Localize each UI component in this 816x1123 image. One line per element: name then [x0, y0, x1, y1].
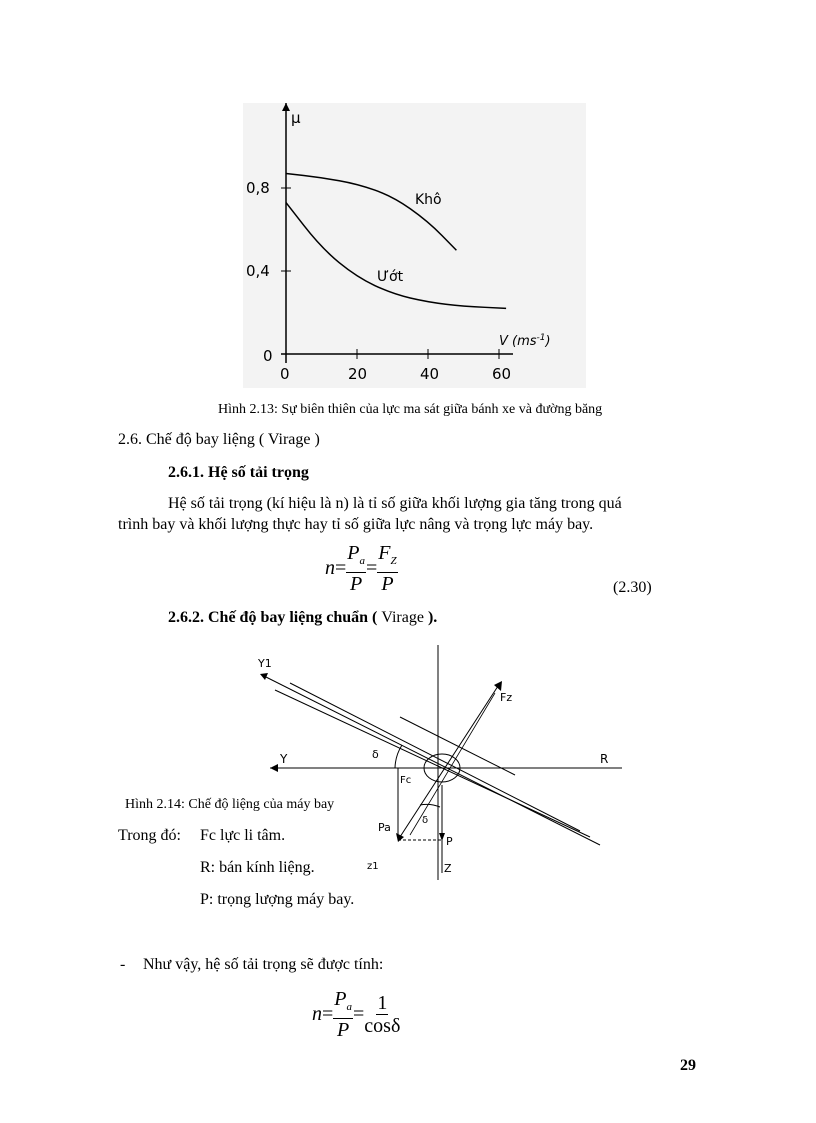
legend-intro: Trong đó:	[118, 827, 181, 844]
formula-2-30	[325, 542, 398, 595]
x-tick-label-60: 60	[492, 365, 512, 383]
label-p: P	[446, 835, 453, 848]
formula-load-factor: n = $\frac{P_a}{P}$ = $\frac{1}{\cos\delta}$	[312, 988, 401, 1041]
paragraph-line-2: trình bay và khối lượng thực hay tỉ số giữa lực nâng và trọng lực máy bay.	[118, 516, 594, 533]
section-2-6-2-heading: 2.6.2. Chế độ bay liệng chuẩn ( Virage ).	[168, 609, 438, 626]
series-line-uot	[286, 203, 506, 309]
legend-fc: Fc lực li tâm.	[200, 827, 286, 844]
fraction-fz-over-p: $\frac{F_Z}{P}$	[378, 542, 397, 595]
y-tick-label-08: 0,8	[246, 179, 270, 197]
label-r: R	[600, 752, 609, 766]
fraction-pa-over-p-final: $\frac{P_a}{P}$	[334, 988, 352, 1041]
series-line-kho	[286, 173, 456, 250]
bullet-text: Như vậy, hệ số tải trọng sẽ được tính:	[143, 956, 384, 973]
x-tick-label-40: 40	[420, 365, 440, 383]
label-y1: Y1	[258, 657, 272, 670]
delta-arc-2	[420, 804, 440, 807]
formula-lhs: n	[325, 557, 335, 579]
wing-line-1	[262, 675, 600, 845]
x-tick-label-20: 20	[348, 365, 368, 383]
lift-axis	[398, 683, 500, 840]
label-delta-1: δ	[372, 748, 379, 761]
fraction-pa-over-p: $\frac{P_a}{P}$	[347, 542, 365, 595]
section-2-6-heading: 2.6. Chế độ bay liệng ( Virage )	[118, 431, 320, 448]
bullet-dash: -	[120, 956, 126, 973]
series-label-kho: Khô	[415, 192, 442, 208]
figure-2-13-caption: Hình 2.13: Sự biên thiên của lực ma sát giữa bánh xe và đường băng	[218, 402, 603, 417]
figure-2-14-caption: Hình 2.14: Chế độ liệng của máy bay	[125, 797, 335, 812]
legend-r: R: bán kính liệng.	[200, 859, 315, 876]
legend-p: P: trọng lượng máy bay.	[200, 891, 355, 908]
label-y: Y	[280, 752, 288, 766]
label-fz: Fz	[500, 691, 513, 704]
formula-number: (2.30)	[613, 579, 652, 596]
section-2-6-1-heading: 2.6.1. Hệ số tải trọng	[168, 464, 309, 481]
friction-chart	[243, 103, 586, 388]
label-z1: z1	[367, 861, 379, 872]
formula-equals: =	[335, 557, 347, 579]
y-tick-label-04: 0,4	[246, 262, 270, 280]
banking-diagram	[250, 645, 630, 880]
fraction-1-over-cos: $\frac{1}{\cos\delta}$	[364, 992, 401, 1037]
y-tick-label-0: 0	[263, 347, 273, 365]
label-pa: Pa	[378, 821, 391, 834]
paragraph-line-1: Hệ số tải trọng (kí hiệu là n) là tỉ số giữa khối lượng gia tăng trong quá	[168, 495, 622, 512]
label-delta-2: δ	[422, 815, 429, 826]
x-tick-label-0: 0	[280, 365, 290, 383]
label-z: Z	[444, 862, 452, 875]
y-axis-arrow	[282, 103, 290, 111]
label-fc: Fc	[400, 775, 412, 786]
y-axis-label: μ	[291, 109, 301, 127]
series-label-uot: Ướt	[377, 269, 404, 285]
x-axis-label: V $(ms^{-1})$	[499, 333, 551, 349]
formula-equals-2: =	[366, 557, 378, 579]
wing-line-4	[400, 717, 515, 775]
wing-line-2	[275, 690, 590, 837]
page-number: 29	[680, 1057, 696, 1074]
